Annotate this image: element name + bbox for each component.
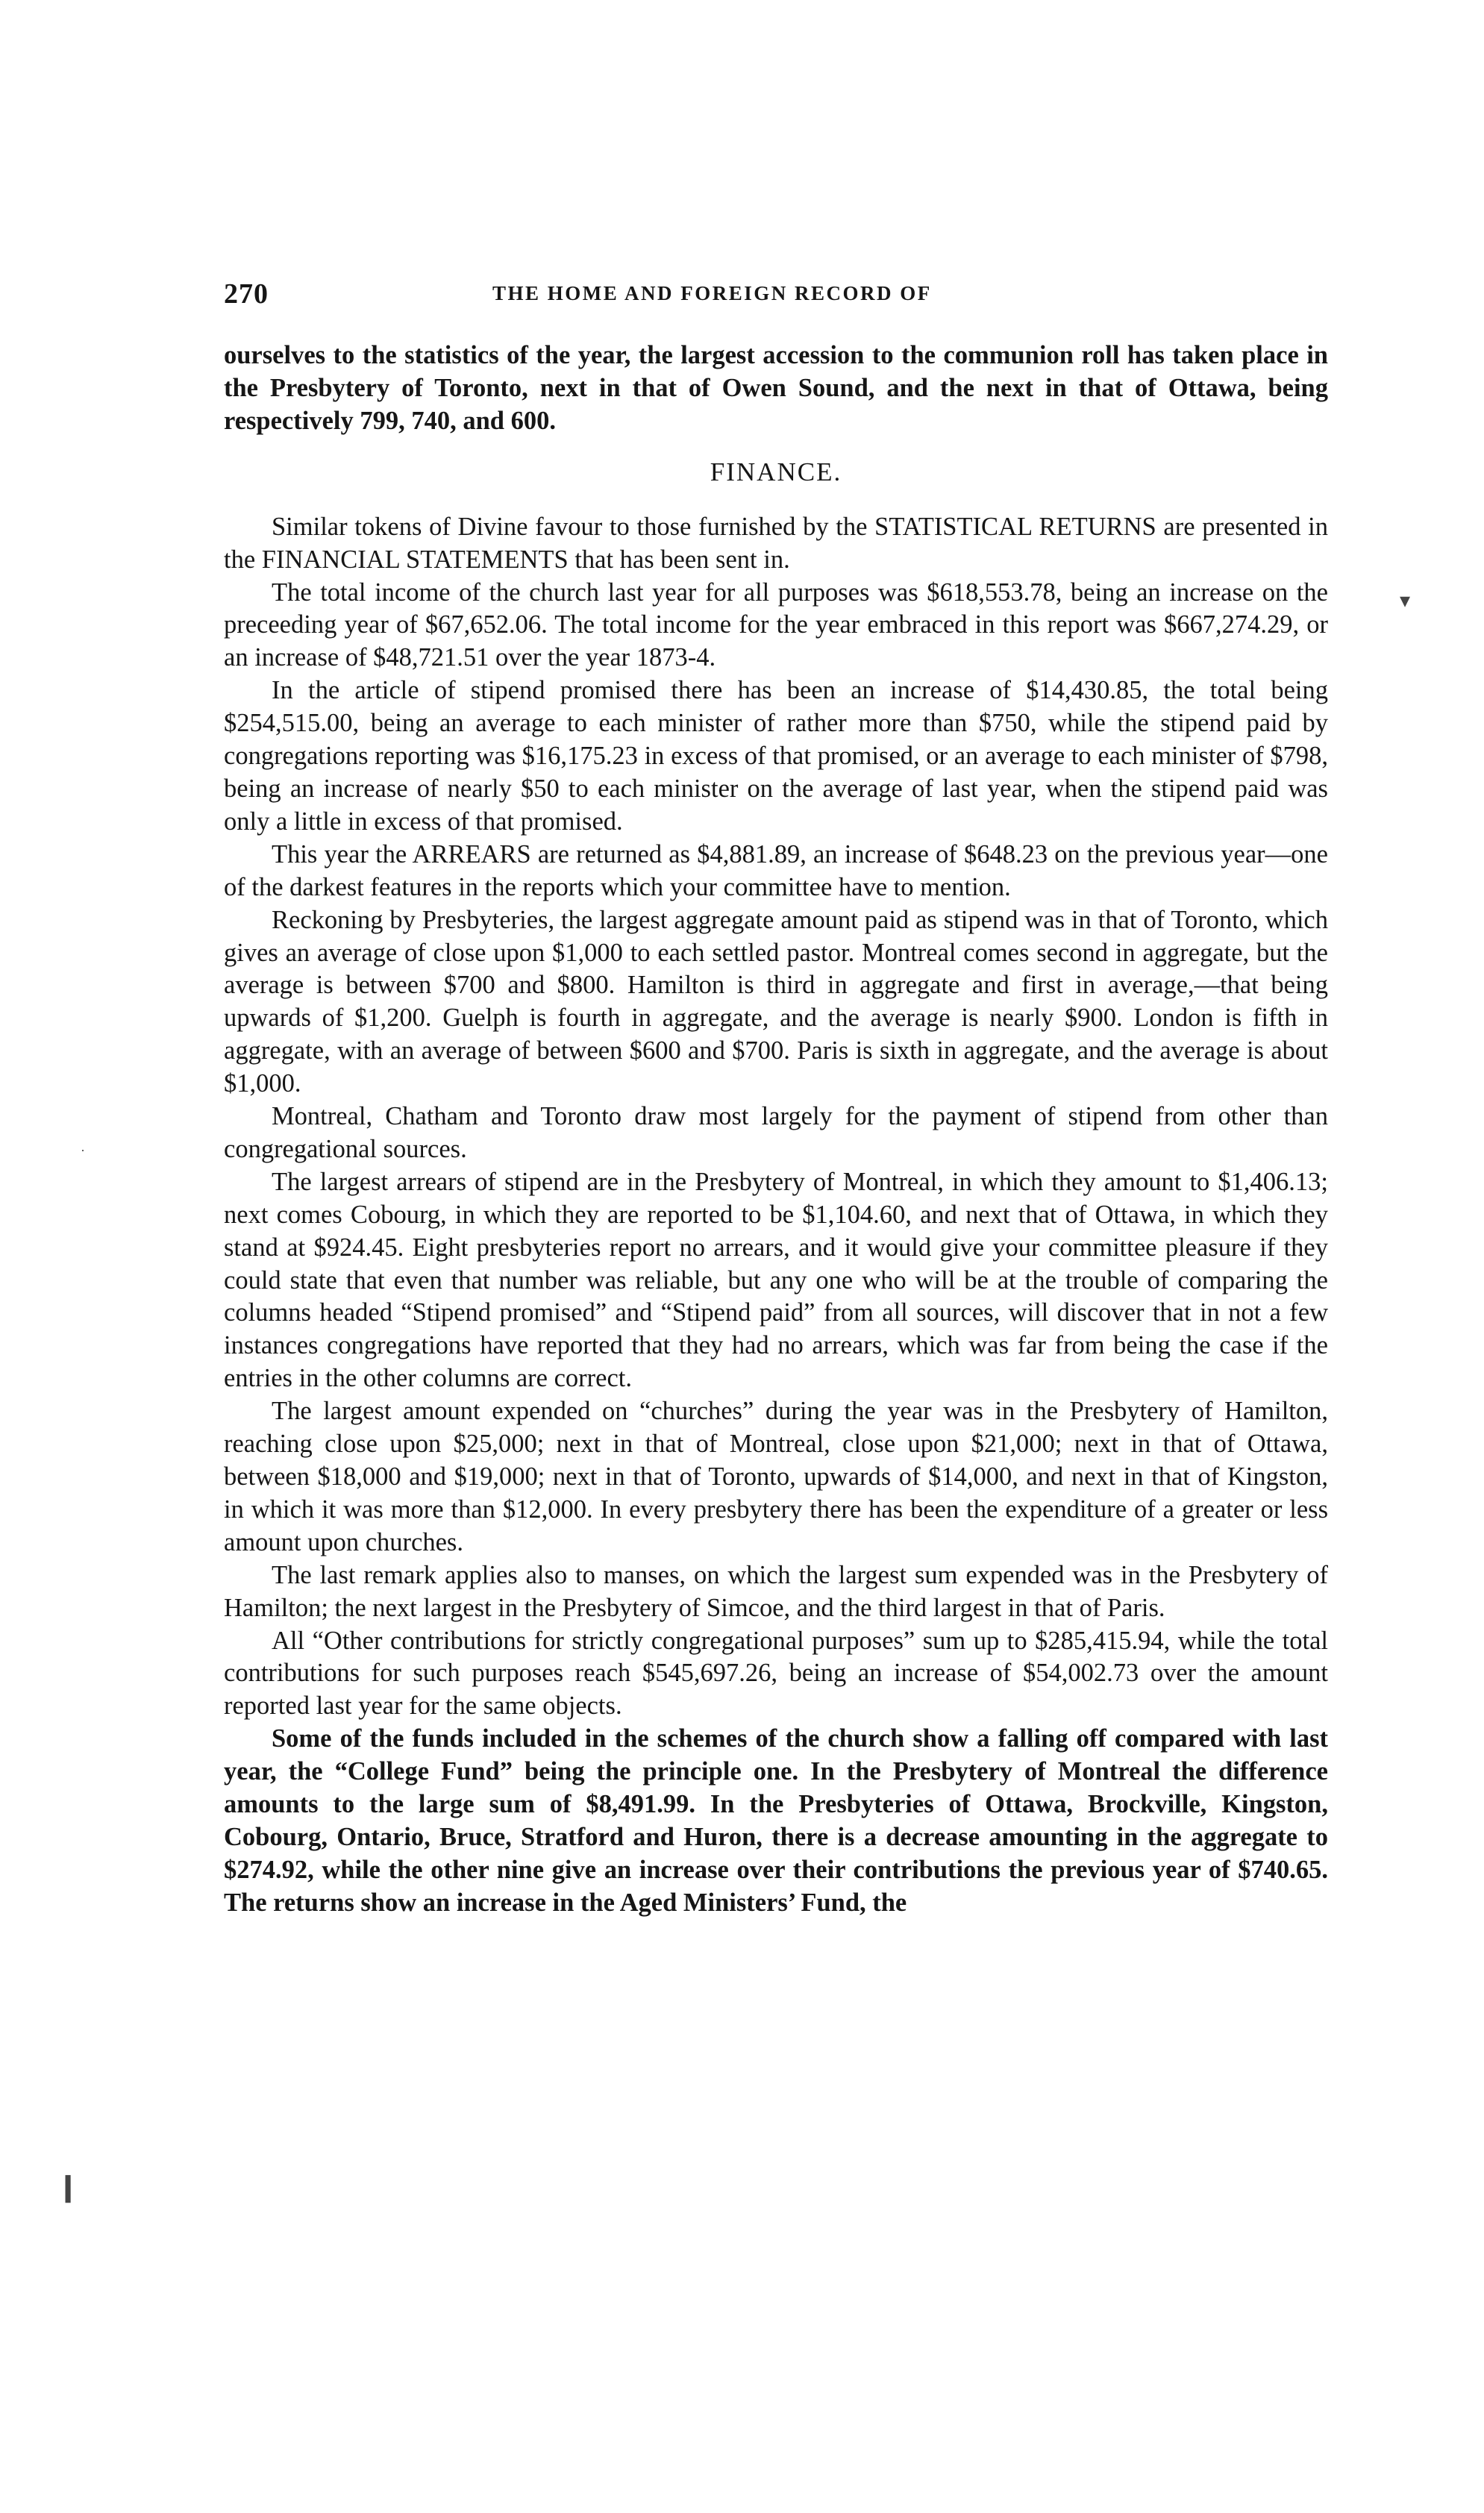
paragraph: This year the ARREARS are returned as $4,881.89, an increase of $648.23 on the previous year—one of the darkest features in the reports which your committee have to mention. (224, 839, 1328, 901)
paragraph: In the article of stipend promised there has been an increase of $14,430.85, the total being $254,515.00, being an average to each minister of rather more than $750, while the stipend paid by congregations reporting was $16,175.23 in excess of that promised, or an average to each minister of $798, being an increase of nearly $50 to each minister on the average of last year, when the stipend paid was only a little in excess of that promised. (224, 676, 1328, 836)
running-title: THE HOME AND FOREIGN RECORD OF (492, 282, 932, 304)
paragraph: The largest arrears of stipend are in the Presbytery of Montreal, in which they amount to $1,406.13; next comes Cobourg, in which they are reported to be $1,104.60, and next that of Ottawa, in which they stand at $924.45. Eight presbyteries report no arrears, and it would give your committee pleasure if they could state that even that number was reliable, but any one who will be at the trouble of comparing the columns headed “Stipend promised” and “Stipend paid” from all sources, will discover that in not a few instances congregations have reported that they had no arrears, which was far from being the case if the entries in the other columns are correct. (224, 1167, 1328, 1393)
page-number: 270 (224, 278, 269, 310)
paragraph: Some of the funds included in the schemes of the church show a falling off compared with last year, the “College Fund” being the principle one. In the Presbytery of Montreal the difference amounts to the large sum of $8,491.99. In the Presbyteries of Ottawa, Brockville, Kingston, Cobourg, Ontario, Bruce, Stratford and Huron, there is a decrease amounting in the aggregate to $274.92, while the other nine give an increase over their contributions the previous year of $740.65. The returns show an increase in the Aged Ministers’ Fund, the (224, 1724, 1328, 1917)
paragraph: All “Other contributions for strictly congregational purposes” sum up to $285,415.94, while the total contributions for such purposes reach $545,697.26, being an increase of $54,002.73 over the amount reported last year for the same objects. (224, 1626, 1328, 1721)
paragraph: Reckoning by Presbyteries, the largest aggregate amount paid as stipend was in that of Toronto, which gives an average of close upon $1,000 to each settled pastor. Montreal comes second in aggregate, but the average is between $700 and $800. Hamilton is third in aggregate and first in average,—that being upwards of $1,200. Guelph is fourth in aggregate, and the average is nearly $900. London is fifth in aggregate, with an average of between $600 and $700. Paris is sixth in aggregate, and the average is about $1,000. (224, 905, 1328, 1098)
margin-speck-mark: ❙ (57, 2172, 80, 2202)
margin-speck-mark: · (81, 1143, 85, 1158)
body-text (224, 339, 1328, 1920)
margin-speck-mark: ▾ (1400, 589, 1411, 613)
paragraph: The last remark applies also to manses, on which the largest sum expended was in the Presbytery of Hamilton; the next largest in the Presbytery of Simcoe, and the third largest in that of Paris. (224, 1560, 1328, 1622)
section-heading: FINANCE. (710, 457, 842, 486)
paragraph: Montreal, Chatham and Toronto draw most largely for the payment of stipend from other than congregational sources. (224, 1102, 1328, 1163)
paragraph: The total income of the church last year for all purposes was $618,553.78, being an increase on the preceeding year of $67,652.06. The total income for the year embraced in this report was $667,274.29, or an increase of $48,721.51 over the year 1873-4. (224, 578, 1328, 672)
paragraph: The largest amount expended on “churches” during the year was in the Presbytery of Hamilton, reaching close upon $25,000; next in that of Montreal, close upon $21,000; next in that of Ottawa, between $18,000 and $19,000; next in that of Toronto, upwards of $14,000, and next in that of Kingston, in which it was more than $12,000. In every presbytery there has been the expenditure of a greater or less amount upon churches. (224, 1397, 1328, 1556)
paragraph-continuation: ourselves to the statistics of the year, the largest accession to the communion roll has taken place in the Presbytery of Toronto, next in that of Owen Sound, and the next in that of Ottawa, being respectively 799, 740, and 600. (224, 341, 1328, 435)
running-head (224, 278, 1328, 315)
paragraph: Similar tokens of Divine favour to those furnished by the STATISTICAL RETURNS are presented in the FINANCIAL STATEMENTS that has been sent in. (224, 512, 1328, 574)
